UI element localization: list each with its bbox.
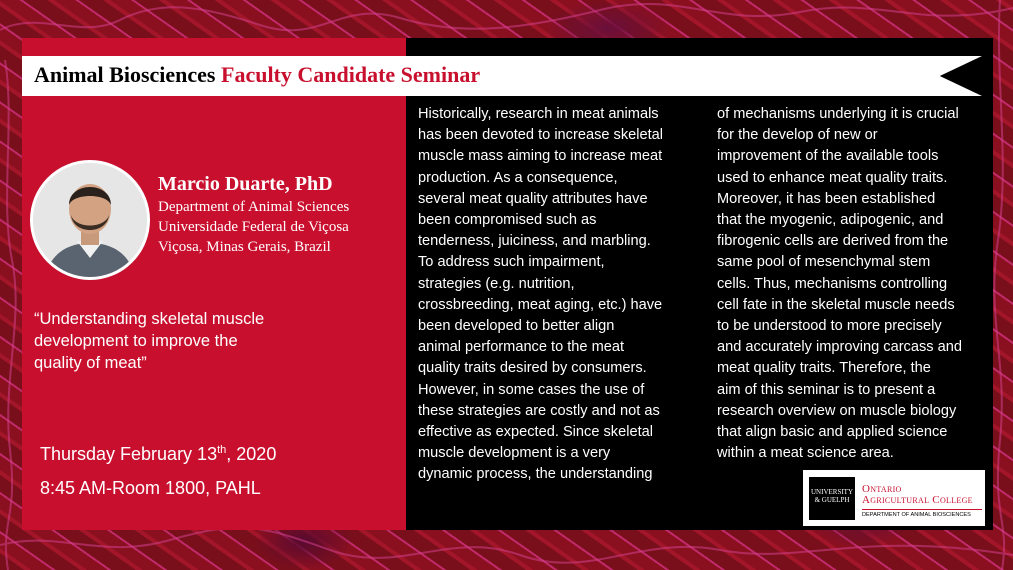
abstract-line: that the myogenic, adipogenic, and xyxy=(717,212,944,228)
title-main: Animal Biosciences xyxy=(34,62,216,87)
abstract-line: within a meat science area. xyxy=(717,445,894,462)
abstract-line: been compromised such as xyxy=(418,212,597,228)
abstract-line: fibrogenic cells are derived from the xyxy=(717,233,949,250)
abstract-line: been developed to better align xyxy=(418,318,615,334)
abstract-line: improvement of the available tools xyxy=(717,148,939,165)
college-name-line: Ontario xyxy=(862,483,902,495)
date-year: , 2020 xyxy=(226,444,277,464)
abstract-line: that align basic and applied science xyxy=(717,424,948,440)
abstract-line: animal performance to the meat xyxy=(418,339,625,356)
date-suffix: th xyxy=(217,444,227,456)
abstract-line: used to enhance meat quality traits. xyxy=(717,169,948,186)
abstract-line: for the develop of new or xyxy=(717,127,878,144)
talk-title xyxy=(34,308,294,374)
abstract-line: production. As a consequence, xyxy=(418,169,618,186)
seminar-date xyxy=(40,444,276,465)
abstract-line: tenderness, juiciness, and marbling. xyxy=(418,233,651,250)
abstract-line: muscle development is a very xyxy=(418,445,611,462)
abstract-line: to be understood to more precisely xyxy=(717,318,942,334)
abstract-line: effective as expected. Since skeletal xyxy=(418,424,653,440)
abstract-line: research overview on muscle biology xyxy=(717,402,957,419)
abstract-line: quality traits desired by consumers. xyxy=(418,360,647,377)
abstract-line: cell fate in the skeletal muscle needs xyxy=(717,296,955,313)
seminar-time-place: 8:45 AM-Room 1800, PAHL xyxy=(40,478,261,498)
abstract-line: To address such impairment, xyxy=(418,254,605,271)
abstract-line: same pool of mesenchymal stem xyxy=(717,254,931,271)
abstract-line: muscle mass aiming to increase meat xyxy=(418,148,663,165)
abstract-line: meat quality traits. Therefore, the xyxy=(717,360,931,377)
abstract-line: several meat quality attributes have xyxy=(418,190,648,207)
talk-title-line: development to improve the xyxy=(34,332,238,350)
college-name-line: Agricultural College xyxy=(862,494,973,506)
abstract-line: Historically, research in meat animals xyxy=(418,106,659,122)
college-name xyxy=(862,484,973,506)
abstract-line: these strategies are costly and not as xyxy=(418,402,660,419)
abstract-line: of mechanisms underlying it is crucial xyxy=(717,106,959,122)
title-accent: Faculty Candidate Seminar xyxy=(221,62,481,87)
talk-title-line: “Understanding skeletal muscle xyxy=(34,310,265,328)
seminar-title xyxy=(34,62,480,88)
logo-department: DEPARTMENT OF ANIMAL BIOSCIENCES xyxy=(862,512,971,518)
abstract-line: crossbreeding, meat aging, etc.) have xyxy=(418,296,663,313)
speaker-location: Viçosa, Minas Gerais, Brazil xyxy=(158,239,331,255)
abstract-line: cells. Thus, mechanisms controlling xyxy=(717,275,948,292)
speaker-name: Marcio Duarte, PhD xyxy=(158,173,333,195)
abstract-line: strategies (e.g. nutrition, xyxy=(418,275,575,292)
logo-divider xyxy=(862,509,982,510)
speaker-department: Department of Animal Sciences xyxy=(158,199,350,215)
date-prefix: Thursday February 13 xyxy=(40,444,218,464)
speaker-photo xyxy=(30,160,150,280)
speaker-university: Universidade Federal de Viçosa xyxy=(158,219,349,235)
university-of-guelph-logo: UNIVERSITY & GUELPH xyxy=(809,477,855,520)
abstract-line: dynamic process, the understanding xyxy=(418,466,653,483)
abstract-line: aim of this seminar is to present a xyxy=(717,381,936,398)
talk-title-line: quality of meat” xyxy=(34,354,147,372)
abstract-line: Moreover, it has been established xyxy=(717,190,936,207)
abstract-line: has been devoted to increase skeletal xyxy=(418,127,664,144)
abstract-line: and accurately improving carcass and xyxy=(717,339,962,356)
abstract-line: However, in some cases the use of xyxy=(418,381,645,398)
